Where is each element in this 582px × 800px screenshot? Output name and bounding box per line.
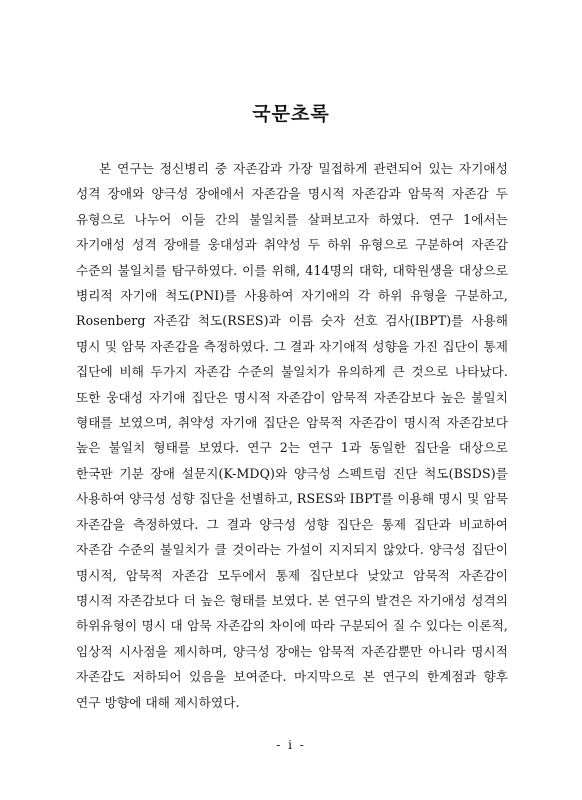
page-title: 국문초록 (252, 103, 330, 125)
abstract-paragraph: 본 연구는 정신병리 중 자존감과 가장 밀접하게 관련되어 있는 자기애성 성격 장애와 양극성 장애에서 자존감을 명시적 자존감과 암묵적 자존감 두 유형으로 나누어 이들 간의 불일치를 살펴보고자 하였다. 연구 1에서는 자기애성 성격 장애를 웅대성과 취약성 두 하위 유형으로 구분하여 자존감 수준의 불일치를 탐구하였다. 이를 위해, 414명의 대학, 대학원생을 대상으로 병리적 자기애 척도(PNI)를 사용하여 자기애의 각 하위 유형을 구분하고, Rosenberg 자존감 척도(RSES)과 이름 숫자 선호 검사(IBPT)를 사용해 명시 및 암묵 자존감을 측정하였다. 그 결과 자기애적 성향을 가진 집단이 통제 집단에 비해 두가지 자존감 수준의 불일치가 유의하게 큰 것으로 나타났다. 또한 웅대성 자기애 집단은 명시적 자존감이 암묵적 자존감보다 높은 불일치 형태를 보였으며, 취약성 자기애 집단은 암묵적 자존감이 명시적 자존감보다 높은 불일치 형태를 보였다. 연구 2는 연구 1과 동일한 집단을 대상으로 한국판 기분 장애 설문지(K-MDQ)와 양극성 스펙트럼 진단 척도(BSDS)를 사용하여 양극성 성향 집단을 선별하고, RSES와 IBPT를 이용해 명시 및 암묵 자존감을 측정하였다. 그 결과 양극성 성향 집단은 통제 집단과 비교하여 자존감 수준의 불일치가 클 것이라는 가설이 지지되지 않았다. 양극성 집단이 명시적, 암묵적 자존감 모두에서 통제 집단보다 낮았고 암묵적 자존감이 명시적 자존감보다 더 높은 형태를 보였다. 본 연구의 발견은 자기애성 성격의 하위유형이 명시 대 암묵 자존감의 차이에 따라 구분되어 질 수 있다는 이론적, 임상적 시사점을 제시하며, 양극성 장애는 암묵적 자존감뿐만 아니라 명시적 자존감도 저하되어 있음을 보여준다. 마지막으로 본 연구의 한계점과 향후 연구 방향에 대해 제시하였다. (76, 161, 508, 710)
page-number: - i - (276, 738, 306, 752)
